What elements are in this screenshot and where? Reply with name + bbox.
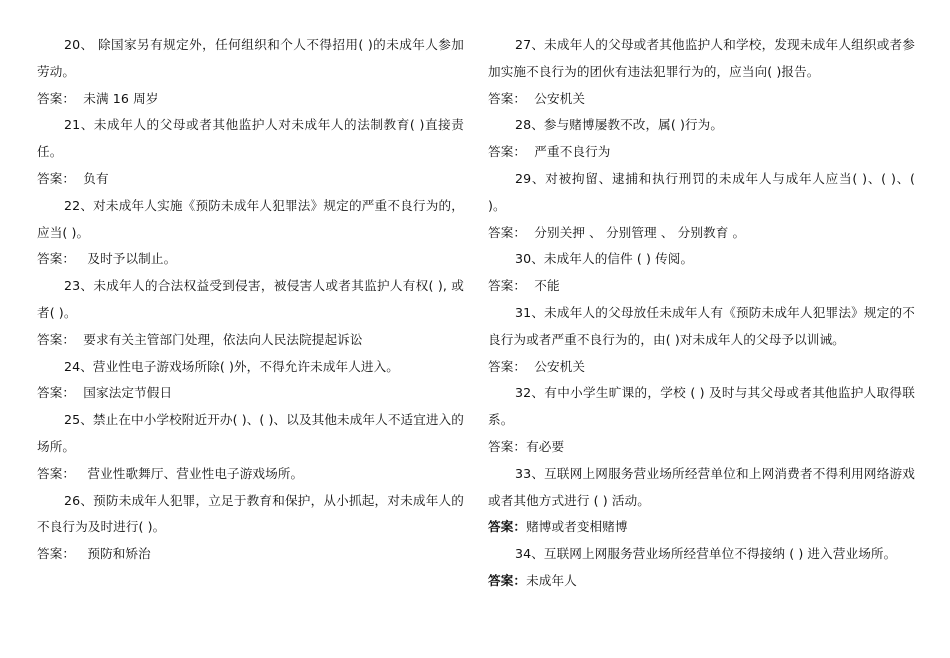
answer-label: 答案： [488, 519, 527, 535]
answer-text: 国家法定节假日 [75, 385, 173, 401]
answer-label: 答案： [488, 90, 527, 106]
answer-label: 答案： [488, 224, 527, 240]
answer-32 [488, 434, 915, 461]
answer-24 [37, 380, 464, 407]
question-23: 23、未成年人的合法权益受到侵害，被侵害人或者其监护人有权( ), 或者( )。 [37, 278, 464, 320]
answer-30 [488, 273, 915, 300]
answer-text: 未成年人 [526, 572, 577, 588]
answer-28 [488, 139, 915, 166]
question-21: 21、未成年人的父母或者其他监护人对未成年人的法制教育( )直接责任。 [37, 117, 464, 160]
answer-29 [488, 220, 915, 247]
answer-text: 预防和矫治 [75, 546, 151, 562]
answer-label: 答案： [37, 170, 76, 186]
question-28: 28、参与赌博屡教不改，属( )行为。 [515, 117, 724, 133]
answer-text: 严重不良行为 [526, 144, 611, 160]
answer-text: 赌博或者变相赌博 [526, 519, 628, 535]
question-33: 33、互联网上网服务营业场所经营单位和上网消费者不得利用网络游戏或者其他方式进行 ( ) 活动。 [488, 465, 915, 508]
answer-33 [488, 514, 915, 541]
answer-34 [488, 568, 915, 595]
answer-26 [37, 541, 464, 568]
answer-22 [37, 246, 464, 273]
answer-label: 答案： [37, 331, 76, 347]
answer-text: 有必要 [526, 438, 565, 454]
answer-label: 答案： [488, 438, 527, 454]
question-30: 30、未成年人的信件 ( ) 传阅。 [515, 251, 694, 267]
answer-27 [488, 86, 915, 113]
answer-label: 答案： [488, 358, 527, 374]
answer-text: 负有 [75, 170, 109, 186]
question-31: 31、未成年人的父母放任未成年人有《预防未成年人犯罪法》规定的不良行为或者严重不良行为的，由( )对未成年人的父母予以训诫。 [488, 304, 915, 347]
answer-label: 答案： [37, 90, 76, 106]
answer-label: 答案： [488, 572, 527, 588]
answer-text: 营业性歌舞厅、营业性电子游戏场所。 [75, 465, 304, 481]
answer-text: 及时予以制止。 [75, 251, 177, 267]
answer-label: 答案： [37, 385, 76, 401]
answer-31 [488, 354, 915, 381]
question-20: 20、 除国家另有规定外，任何组织和个人不得招用( )的未成年人参加劳动。 [37, 37, 464, 79]
question-26: 26、预防未成年人犯罪，立足于教育和保护，从小抓起，对未成年人的不良行为及时进行( )。 [37, 492, 464, 535]
answer-23 [37, 327, 464, 354]
answer-label: 答案： [37, 465, 76, 481]
answer-25 [37, 461, 464, 488]
answer-21 [37, 166, 464, 193]
left-column [37, 32, 464, 568]
question-34: 34、互联网上网服务营业场所经营单位不得接纳 ( ) 进入营业场所。 [515, 546, 897, 562]
answer-label: 答案： [488, 278, 527, 294]
answer-label: 答案： [488, 144, 527, 160]
answer-20 [37, 86, 464, 113]
answer-text: 公安机关 [526, 358, 586, 374]
right-column [488, 32, 915, 595]
answer-label: 答案： [37, 251, 76, 267]
answer-label: 答案： [37, 546, 76, 562]
answer-text: 公安机关 [526, 90, 586, 106]
question-25: 25、禁止在中小学校附近开办( )、( )、以及其他未成年人不适宜进入的场所。 [37, 412, 464, 454]
question-27: 27、未成年人的父母或者其他监护人和学校，发现未成年人组织或者参加实施不良行为的团伙有违法犯罪行为的，应当向( )报告。 [488, 37, 915, 79]
question-24: 24、营业性电子游戏场所除( )外，不得允许未成年人进入。 [64, 358, 400, 374]
answer-text: 分别关押 、 分别管理 、 分别教育 。 [526, 224, 746, 240]
answer-text: 要求有关主管部门处理，依法向人民法院提起诉讼 [75, 331, 363, 347]
question-29: 29、对被拘留、逮捕和执行刑罚的未成年人与成年人应当( )、( )、( )。 [488, 170, 915, 213]
answer-text: 不能 [526, 278, 560, 294]
answer-text: 未满 16 周岁 [75, 90, 159, 106]
question-32: 32、有中小学生旷课的，学校 ( ) 及时与其父母或者其他监护人取得联系。 [488, 385, 915, 428]
question-22: 22、对未成年人实施《预防未成年人犯罪法》规定的严重不良行为的，应当( )。 [37, 197, 464, 240]
